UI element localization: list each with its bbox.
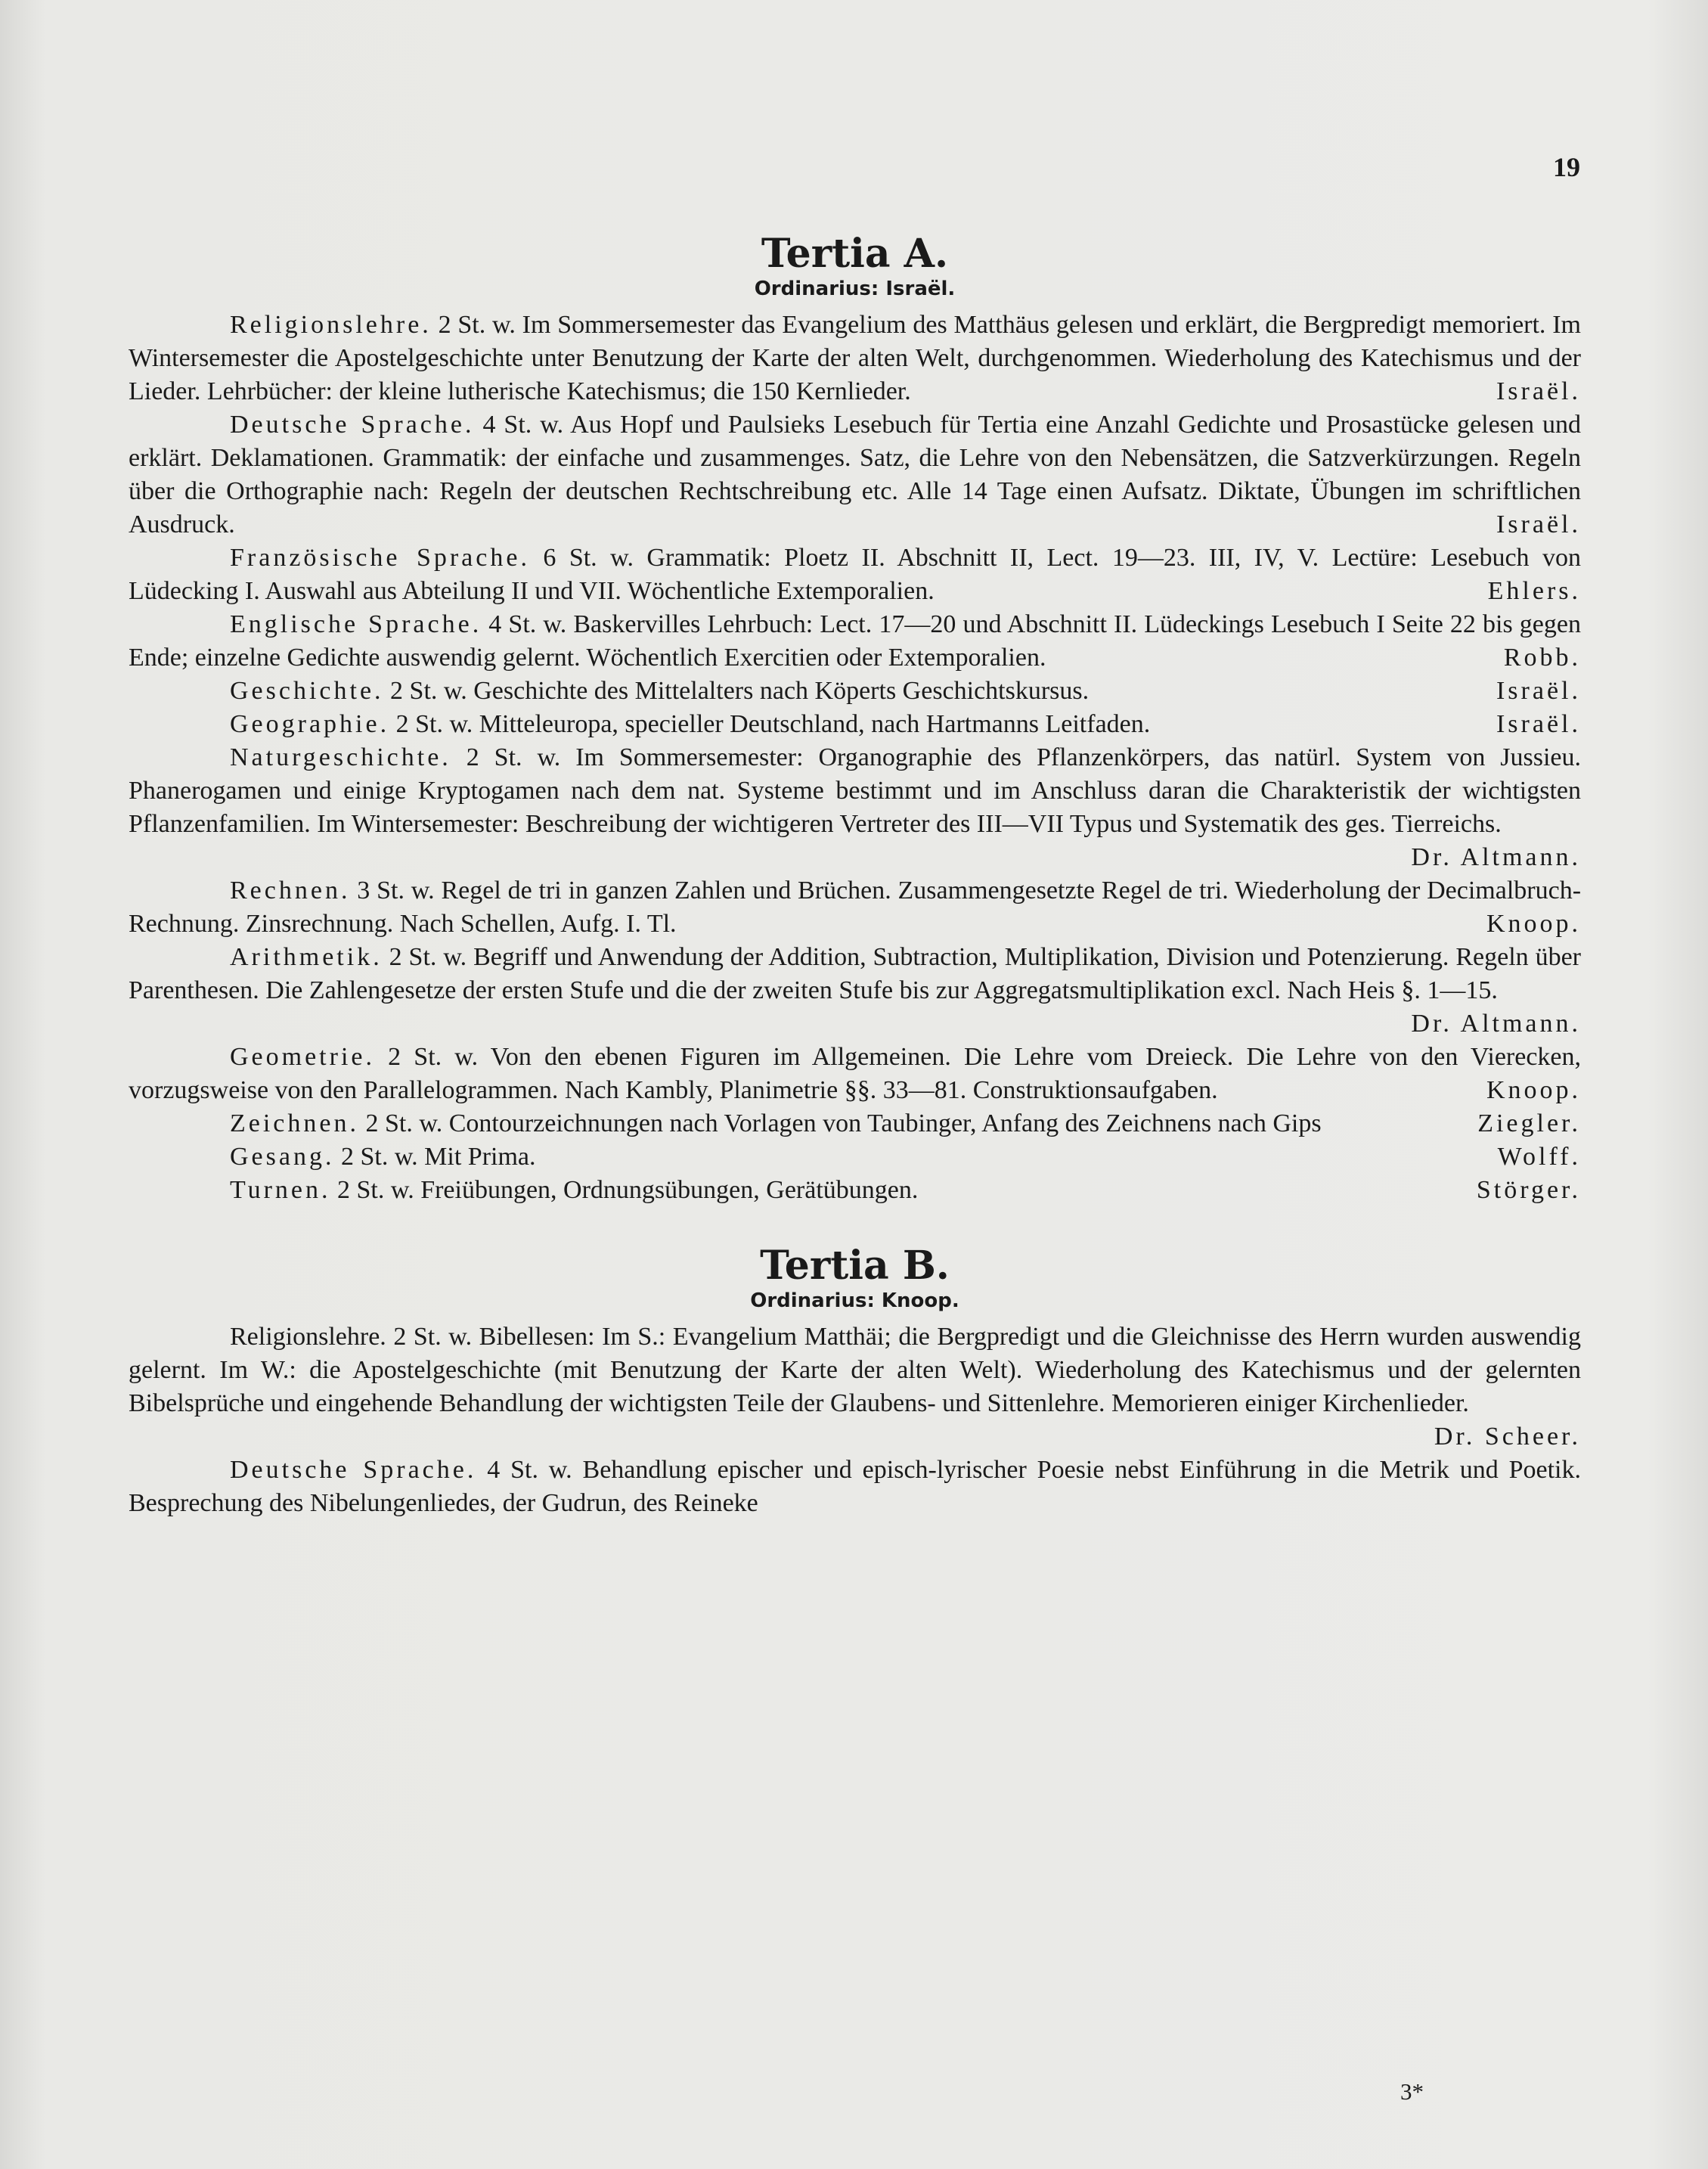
subject-text: 4 St. w. Aus Hopf und Paulsieks Lesebuch für Tertia eine Anzahl Gedichte und Prosastücke gelesen und erklärt. Deklamationen. Grammatik: der einfache und zusammenges. Satz, die Lehre von den Nebensätzen, die Satzverkürzungen. Regeln über die Orthographie nach: Regeln der deutschen Rechtschreibung etc. Alle 14 Tage einen Aufsatz. Diktate, Übungen im schriftlichen Ausdruck.	[129, 411, 1581, 538]
teacher-name: Dr. Altmann.	[1411, 843, 1581, 871]
section-title-tertia-b: Tertia B.	[760, 1243, 950, 1289]
subject-label: Arithmetik.	[230, 943, 383, 971]
entry-gesang	[129, 1140, 1581, 1174]
page-content	[129, 233, 1581, 1520]
subject-label: Zeichnen.	[230, 1109, 359, 1137]
teacher-name: Israël.	[1496, 510, 1581, 538]
entry-geographie	[129, 708, 1581, 741]
subject-text: 2 St. w. Von den ebenen Figuren im Allgemeinen. Die Lehre vom Dreieck. Die Lehre von den Vierecken, vorzugsweise von den Parallelogrammen. Nach Kambly, Planimetrie §§. 33—81. Construktionsaufgaben.	[129, 1043, 1582, 1104]
subject-text: 2 St. w. Im Sommersemester: Organographie des Pflanzenkörpers, das natürl. System von Jussieu. Phanerogamen und einige Kryptogamen nach dem nat. Systeme bestimmt und im Anschluss daran die Charakteristik der wichtigsten Pflanzenfamilien. Im Wintersemester: Beschreibung der wichtigeren Vertreter des III—VII Typus und Systematik des ges. Tierreichs.	[129, 743, 1582, 838]
entry-geometrie	[129, 1041, 1581, 1107]
entry-religionslehre	[129, 309, 1581, 408]
entry-englische-sprache	[129, 608, 1581, 675]
teacher-name: Ehlers.	[1487, 577, 1581, 605]
page-number: 19	[1553, 152, 1580, 182]
subject-text: 2 St. w. Bibellesen: Im S.: Evangelium Matthäi; die Bergpredigt und die Gleichnisse des Herrn wurden auswendig gelernt. Im W.: die Apostelgeschichte (mit Benutzung der Karte der alten Welt). Wiederholung des Katechismus und der gelernten Bibelsprüche und eingehende Behandlung der wichtigsten Teile der Glaubens- und Sittenlehre. Memorieren einiger Kirchenlieder.	[129, 1323, 1581, 1417]
ordinarius-tertia-b: Ordinarius: Knoop.	[750, 1289, 959, 1312]
subject-text: 2 St. w. Im Sommersemester das Evangelium des Matthäus gelesen und erklärt, die Bergpredigt memoriert. Im Wintersemester die Apostelgeschichte unter Benutzung der Karte der alten Welt, durchgenommen. Wiederholung des Katechismus und der Lieder. Lehrbücher: der kleine lutherische Katechismus; die 150 Kernlieder.	[129, 311, 1581, 405]
signature-mark: 3*	[1400, 2078, 1424, 2105]
entry-naturgeschichte	[129, 741, 1581, 874]
entry-geschichte	[129, 675, 1581, 708]
subject-label: Rechnen.	[230, 877, 351, 905]
subject-label: Englische Sprache.	[230, 610, 482, 638]
subject-label: Geometrie.	[230, 1043, 375, 1071]
subject-text: 3 St. w. Regel de tri in ganzen Zahlen und Brüchen. Zusammengesetzte Regel de tri. Wiederholung der Decimalbruch-Rechnung. Zinsrechnung. Nach Schellen, Aufg. I. Tl.	[129, 877, 1582, 938]
teacher-name: Dr. Altmann.	[1411, 1010, 1581, 1038]
subject-text: 2 St. w. Begriff und Anwendung der Addition, Subtraction, Multiplikation, Division und Potenzierung. Regeln über Parenthesen. Die Zahlengesetze der ersten Stufe und die der zweiten Stufe bis zur Aggregatsmultiplikation excl. Nach Heis §. 1—15.	[129, 943, 1581, 1004]
subject-label: Französische Sprache.	[230, 544, 530, 572]
entry-deutsche-sprache	[129, 408, 1581, 541]
teacher-name: Wolff.	[1497, 1143, 1581, 1171]
subject-text: 2 St. w. Freiübungen, Ordnungsübungen, Gerätübungen.	[337, 1176, 919, 1204]
subject-label: Geschichte.	[230, 677, 384, 705]
teacher-name: Knoop.	[1486, 910, 1581, 938]
teacher-name: Ziegler.	[1477, 1109, 1581, 1137]
subject-label: Geographie.	[230, 710, 390, 738]
subject-label: Deutsche Sprache.	[230, 1456, 477, 1484]
entry-religionslehre-b	[129, 1320, 1581, 1454]
subject-text: 2 St. w. Mitteleuropa, specieller Deutschland, nach Hartmanns Leitfaden.	[395, 710, 1151, 738]
subject-text: 6 St. w. Grammatik: Ploetz II. Abschnitt II, Lect. 19—23. III, IV, V. Lectüre: Lesebuch von Lüdecking I. Auswahl aus Abteilung II und VII. Wöchentliche Extemporalien.	[129, 544, 1581, 605]
subject-label: Gesang.	[230, 1143, 335, 1171]
subject-label: Religionslehre.	[230, 1323, 386, 1351]
entry-rechnen	[129, 874, 1581, 941]
entry-arithmetik	[129, 941, 1581, 1041]
subject-label: Naturgeschichte.	[230, 743, 451, 771]
subject-text: 2 St. w. Mit Prima.	[340, 1143, 536, 1171]
teacher-name: Störger.	[1476, 1176, 1581, 1204]
subject-label: Religionslehre.	[230, 311, 432, 339]
subject-text: 4 St. w. Behandlung epischer und episch-lyrischer Poesie nebst Einführung in die Metrik und Poetik. Besprechung des Nibelungenliedes, der Gudrun, des Reineke	[129, 1456, 1581, 1517]
subject-text: 2 St. w. Geschichte des Mittelalters nach Köperts Geschichtskursus.	[390, 677, 1090, 705]
entry-zeichnen	[129, 1107, 1581, 1140]
ordinarius-tertia-a: Ordinarius: Israël.	[754, 278, 956, 300]
teacher-name: Dr. Scheer.	[1434, 1423, 1581, 1451]
subject-text: 2 St. w. Contourzeichnungen nach Vorlagen von Taubinger, Anfang des Zeichnens nach Gips	[365, 1109, 1322, 1137]
teacher-name: Israël.	[1496, 677, 1581, 705]
teacher-name: Israël.	[1496, 377, 1581, 405]
subject-label: Deutsche Sprache.	[230, 411, 475, 439]
section-title-tertia-a: Tertia A.	[761, 231, 949, 277]
teacher-name: Robb.	[1503, 644, 1581, 672]
teacher-name: Knoop.	[1486, 1076, 1581, 1104]
subject-label: Turnen.	[230, 1176, 331, 1204]
subject-text: 4 St. w. Baskervilles Lehrbuch: Lect. 17—20 und Abschnitt II. Lüdeckings Lesebuch I Seite 22 bis gegen Ende; einzelne Gedichte auswendig gelernt. Wöchentlich Exercitien oder Extemporalien.	[129, 610, 1581, 672]
entry-franzoesische-sprache	[129, 541, 1581, 608]
teacher-name: Israël.	[1496, 710, 1581, 738]
entry-deutsche-sprache-b	[129, 1454, 1581, 1520]
entry-turnen	[129, 1174, 1581, 1207]
